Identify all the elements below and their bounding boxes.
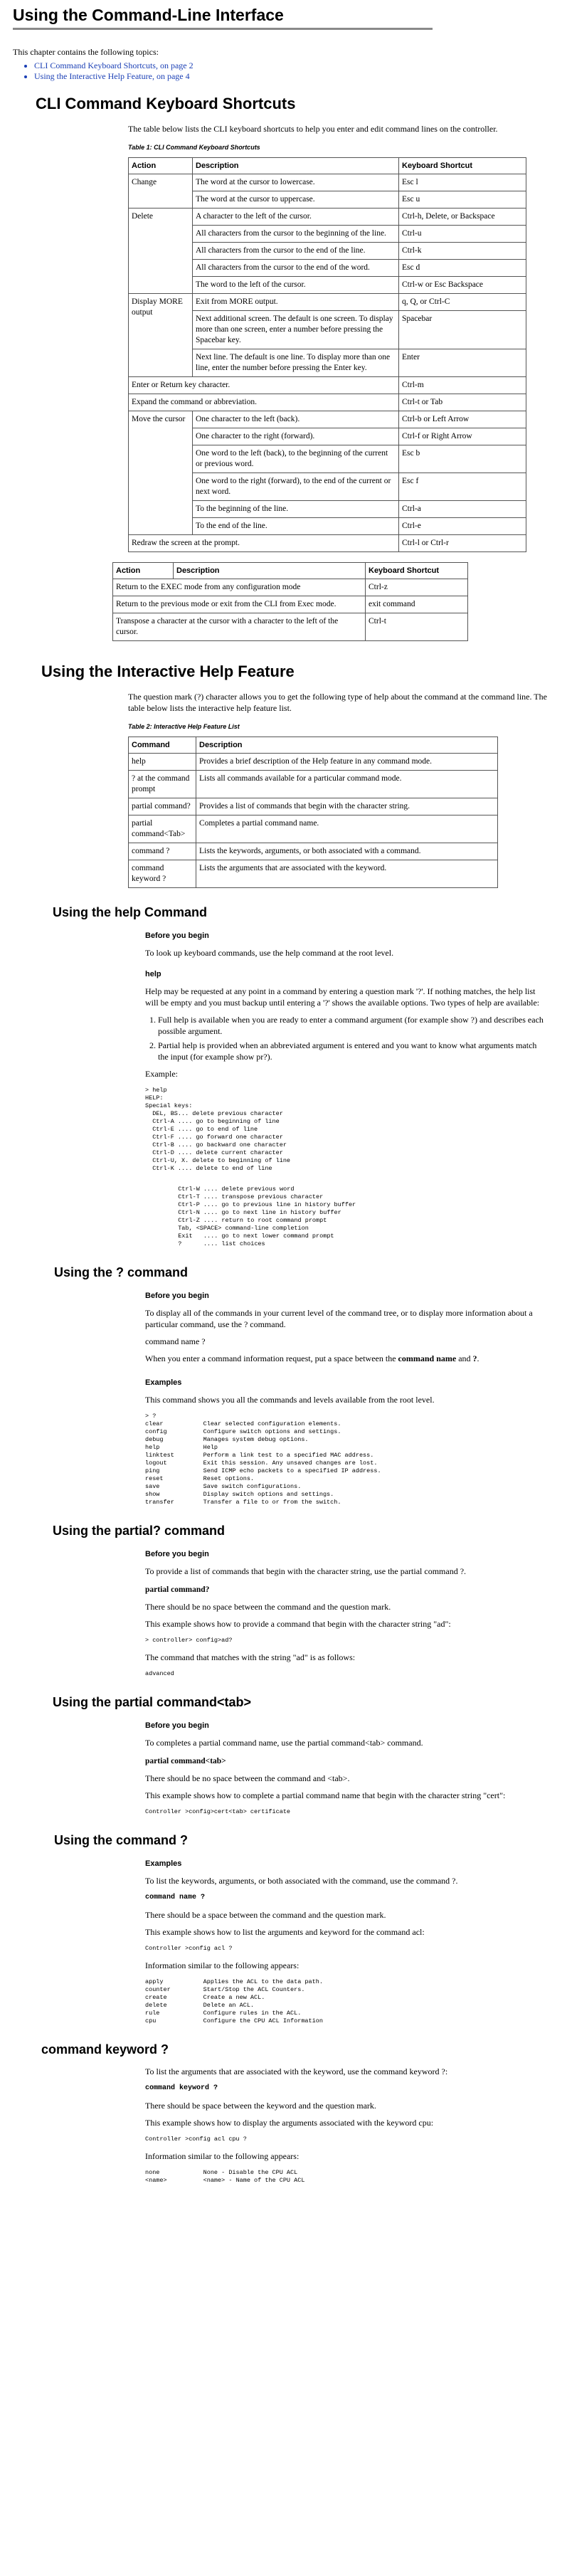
table-row xyxy=(129,294,526,311)
before-you-begin: Before you begin xyxy=(145,1292,209,1300)
table-cell: Exit from MORE output. xyxy=(193,294,399,311)
table-cell: Lists the arguments that are associated with the keyword. xyxy=(196,860,498,888)
paragraph: This command shows you all the commands and levels available from the root level. xyxy=(145,1395,435,1405)
table-cell: Ctrl-l or Ctrl-r xyxy=(399,535,526,552)
shortcuts-table xyxy=(128,157,526,552)
paragraph: To display all of the commands in your current level of the command tree, or to display more information about a particular command, use the ? command. xyxy=(145,1308,533,1329)
table-cell: One character to the left (back). xyxy=(193,411,399,428)
table-cell: command ? xyxy=(129,843,196,860)
table-cell: q, Q, or Ctrl-C xyxy=(399,294,526,311)
toc-link-help[interactable]: • Using the Interactive Help Feature, on page 4 xyxy=(34,71,554,82)
command-syntax: command name ? xyxy=(145,1336,206,1346)
subsection-title: command keyword ? xyxy=(41,2042,169,2057)
section-title-shortcuts: CLI Command Keyboard Shortcuts xyxy=(36,95,296,112)
table-row xyxy=(129,174,526,191)
list-item: 2. Partial help is provided when an abbreviated argument is entered and you want to know what arguments match the input (for example show pr?). xyxy=(158,1040,547,1062)
table-cell: Transpose a character at the cursor with a character to the left of the cursor. xyxy=(113,613,366,641)
paragraph: There should be no space between the command and the question mark. xyxy=(145,1602,391,1612)
examples-heading: Examples xyxy=(145,1378,182,1387)
table-cell: Provides a list of commands that begin with the character string. xyxy=(196,798,498,815)
code-block: Ctrl-W .... delete previous word Ctrl-T .... transpose previous character Ctrl-P .... go to previous line in history buffer Ctrl-N .... go to next line in history buffer Ctrl-Z .... return to root command prompt Tab, <SPACE> command-line completion Exit .... go to next lower command prompt ? .... list choices xyxy=(178,1186,356,1247)
paragraph: Help may be requested at any point in a command by entering a question mark '?'. If nothing matches, the help list will be empty and you must backup until entering a '?' shows the available options. Two types of help are available: xyxy=(145,986,540,1008)
section-intro: The question mark (?) character allows you to get the following type of help about the command at the command line. The table below lists the interactive help feature list. xyxy=(128,692,547,713)
table-cell: Delete xyxy=(129,208,193,294)
col-header: Keyboard Shortcut xyxy=(399,158,526,174)
table-cell: Expand the command or abbreviation. xyxy=(129,394,399,411)
code-block: none None - Disable the CPU ACL <name> <name> - Name of the CPU ACL xyxy=(145,2169,305,2184)
table-cell: Return to the EXEC mode from any configuration mode xyxy=(113,579,366,596)
table-row xyxy=(129,377,526,394)
paragraph: There should be no space between the command and <tab>. xyxy=(145,1773,350,1783)
col-header: Description xyxy=(196,737,498,754)
table-row xyxy=(129,843,498,860)
before-you-begin: Before you begin xyxy=(145,1721,209,1730)
table-cell: Ctrl-f or Right Arrow xyxy=(399,428,526,445)
table-row xyxy=(129,771,498,798)
table-caption: Table 1: CLI Command Keyboard Shortcuts xyxy=(128,144,260,151)
table-cell: Change xyxy=(129,174,193,208)
table-cell: Ctrl-u xyxy=(399,226,526,243)
code-block: Controller >config acl ? xyxy=(145,1945,233,1952)
subsection-title: Using the command ? xyxy=(54,1833,189,1847)
table-row xyxy=(129,754,498,771)
col-header: Keyboard Shortcut xyxy=(366,563,468,579)
subsection-title: Using the partial? command xyxy=(53,1524,226,1538)
table-cell: Display MORE output xyxy=(129,294,193,377)
paragraph: Information similar to the following appears: xyxy=(145,1960,300,1970)
code-block: Controller >config acl cpu ? xyxy=(145,2136,247,2143)
before-you-begin: Before you begin xyxy=(145,931,209,940)
command-syntax: partial command? xyxy=(145,1585,210,1594)
table-cell: Lists all commands available for a particular command mode. xyxy=(196,771,498,798)
table-cell: Return to the previous mode or exit from the CLI from Exec mode. xyxy=(113,596,366,613)
col-header: Action xyxy=(113,563,174,579)
table-cell: Ctrl-t or Tab xyxy=(399,394,526,411)
topic-list xyxy=(34,60,554,82)
table-cell: exit command xyxy=(366,596,468,613)
table-row xyxy=(113,596,468,613)
command-syntax: partial command<tab> xyxy=(145,1757,226,1765)
table-cell: To the end of the line. xyxy=(193,518,399,535)
help-feature-table xyxy=(128,737,498,888)
table-cell: Lists the keywords, arguments, or both associated with a command. xyxy=(196,843,498,860)
chapter-intro: This chapter contains the following topics: xyxy=(13,47,159,57)
code-block: > controller> config>ad? xyxy=(145,1637,233,1644)
table-cell: To the beginning of the line. xyxy=(193,501,399,518)
table-row xyxy=(129,394,526,411)
table-row xyxy=(113,579,468,596)
table-cell: Spacebar xyxy=(399,311,526,349)
table-cell: Enter or Return key character. xyxy=(129,377,399,394)
col-header: Action xyxy=(129,158,193,174)
table-cell: Move the cursor xyxy=(129,411,193,535)
paragraph: To look up keyboard commands, use the help command at the root level. xyxy=(145,948,394,958)
paragraph: There should be a space between the command and the question mark. xyxy=(145,1910,386,1920)
table-row xyxy=(129,798,498,815)
subsection-title: Using the ? command xyxy=(54,1265,189,1279)
paragraph: This example shows how to display the arguments associated with the keyword cpu: xyxy=(145,2118,434,2128)
table-cell: All characters from the cursor to the end of the word. xyxy=(193,260,399,277)
table-row xyxy=(129,535,526,552)
paragraph: There should be space between the keyword and the question mark. xyxy=(145,2101,376,2111)
paragraph: When you enter a command information request, put a space between the command name and ?. xyxy=(145,1353,479,1363)
paragraph: To list the keywords, arguments, or both associated with the command, use the command ?. xyxy=(145,1876,458,1886)
help-types-list xyxy=(145,1014,547,1062)
table-row xyxy=(129,208,526,226)
table-row xyxy=(129,860,498,888)
table-cell: Ctrl-k xyxy=(399,243,526,260)
paragraph: This example shows how to list the arguments and keyword for the command acl: xyxy=(145,1927,425,1937)
paragraph: Example: xyxy=(145,1069,178,1079)
table-cell: Ctrl-t xyxy=(366,613,468,641)
table-cell: Ctrl-a xyxy=(399,501,526,518)
paragraph: The command that matches with the string "ad" is as follows: xyxy=(145,1652,356,1662)
table-cell: partial command<Tab> xyxy=(129,815,196,843)
table-cell: The word at the cursor to lowercase. xyxy=(193,174,399,191)
table-row xyxy=(129,411,526,428)
table-cell: The word at the cursor to uppercase. xyxy=(193,191,399,208)
code-block: > help HELP: Special keys: DEL, BS... delete previous character Ctrl-A .... go to beginning of line Ctrl-E .... go to end of line Ctrl-F .... go forward one character Ctrl-B .... go backward one character Ctrl-D .... delete current character Ctrl-U, X. delete to beginning of line Ctrl-K .... delete to end of line xyxy=(145,1087,291,1172)
subsection-title: Using the help Command xyxy=(53,905,208,919)
code-block: apply Applies the ACL to the data path. counter Start/Stop the ACL Counters. create Create a new ACL. delete Delete an ACL. rule Configure rules in the ACL. cpu Configure the CPU ACL Information xyxy=(145,1978,323,2025)
table-cell: A character to the left of the cursor. xyxy=(193,208,399,226)
table-row xyxy=(129,815,498,843)
table-cell: Ctrl-m xyxy=(399,377,526,394)
paragraph: Information similar to the following appears: xyxy=(145,2151,300,2161)
col-header: Description xyxy=(174,563,366,579)
table-cell: All characters from the cursor to the beginning of the line. xyxy=(193,226,399,243)
section-intro: The table below lists the CLI keyboard shortcuts to help you enter and edit command lines on the controller. xyxy=(128,124,498,134)
table-cell: Esc d xyxy=(399,260,526,277)
code-block: Controller >config>cert<tab> certificate xyxy=(145,1808,291,1815)
before-you-begin: Before you begin xyxy=(145,1550,209,1558)
chapter-title: Using the Command-Line Interface xyxy=(13,3,433,30)
table-cell: command keyword ? xyxy=(129,860,196,888)
table-cell: help xyxy=(129,754,196,771)
table-row xyxy=(113,613,468,641)
command-syntax: command name ? xyxy=(145,1894,206,1901)
col-header: Command xyxy=(129,737,196,754)
table-cell: Redraw the screen at the prompt. xyxy=(129,535,399,552)
toc-link-shortcuts[interactable]: • CLI Command Keyboard Shortcuts, on page 2 xyxy=(34,60,554,71)
table-cell: Esc f xyxy=(399,473,526,501)
table-cell: Esc u xyxy=(399,191,526,208)
table-cell: Ctrl-b or Left Arrow xyxy=(399,411,526,428)
table-cell: Next additional screen. The default is one screen. To display more than one screen, enter a number before pressing the Spacebar key. xyxy=(193,311,399,349)
table-cell: Esc l xyxy=(399,174,526,191)
table-cell: Completes a partial command name. xyxy=(196,815,498,843)
subsection-title: Using the partial command<tab> xyxy=(53,1695,252,1709)
list-item: 1. Full help is available when you are ready to enter a command argument (for example show ?) and describes each possible argument. xyxy=(158,1014,547,1037)
paragraph: To completes a partial command name, use the partial command<tab> command. xyxy=(145,1738,423,1748)
table-cell: Ctrl-w or Esc Backspace xyxy=(399,277,526,294)
table-cell: All characters from the cursor to the end of the line. xyxy=(193,243,399,260)
table-cell: Esc b xyxy=(399,445,526,473)
table-caption: Table 2: Interactive Help Feature List xyxy=(128,723,240,730)
table-cell: Ctrl-e xyxy=(399,518,526,535)
examples-heading: Examples xyxy=(145,1859,182,1868)
table-cell: One word to the right (forward), to the end of the current or next word. xyxy=(193,473,399,501)
table-cell: Next line. The default is one line. To display more than one line, enter the number before pressing the Enter key. xyxy=(193,349,399,377)
command-syntax: command keyword ? xyxy=(145,2084,218,2092)
table-cell: Ctrl-h, Delete, or Backspace xyxy=(399,208,526,226)
paragraph: This example shows how to provide a command that begin with the character string "ad": xyxy=(145,1619,451,1629)
table-cell: Provides a brief description of the Help feature in any command mode. xyxy=(196,754,498,771)
section-title-help: Using the Interactive Help Feature xyxy=(41,663,295,680)
code-block: advanced xyxy=(145,1670,174,1677)
table-cell: One character to the right (forward). xyxy=(193,428,399,445)
code-block: > ? clear Clear selected configuration elements. config Configure switch options and settings. debug Manages system debug options. help Help linktest Perform a link test to a specified MAC address. logout Exit this session. Any unsaved changes are lost. ping Send ICMP echo packets to a specified IP address. reset Reset options. save Save switch configurations. show Display switch options and settings. transfer Transfer a file to or from the switch. xyxy=(145,1413,381,1506)
paragraph: To list the arguments that are associated with the keyword, use the command keyword ?: xyxy=(145,2066,448,2076)
table-cell: The word to the left of the cursor. xyxy=(193,277,399,294)
table-cell: ? at the command prompt xyxy=(129,771,196,798)
table-cell: One word to the left (back), to the beginning of the current or previous word. xyxy=(193,445,399,473)
table-cell: Ctrl-z xyxy=(366,579,468,596)
command-name: help xyxy=(145,970,161,978)
paragraph: This example shows how to complete a partial command name that begin with the character string "cert": xyxy=(145,1790,506,1800)
col-header: Description xyxy=(193,158,399,174)
table-cell: partial command? xyxy=(129,798,196,815)
shortcuts-table-2 xyxy=(112,562,468,641)
paragraph: To provide a list of commands that begin with the character string, use the partial command ?. xyxy=(145,1566,467,1576)
table-cell: Enter xyxy=(399,349,526,377)
